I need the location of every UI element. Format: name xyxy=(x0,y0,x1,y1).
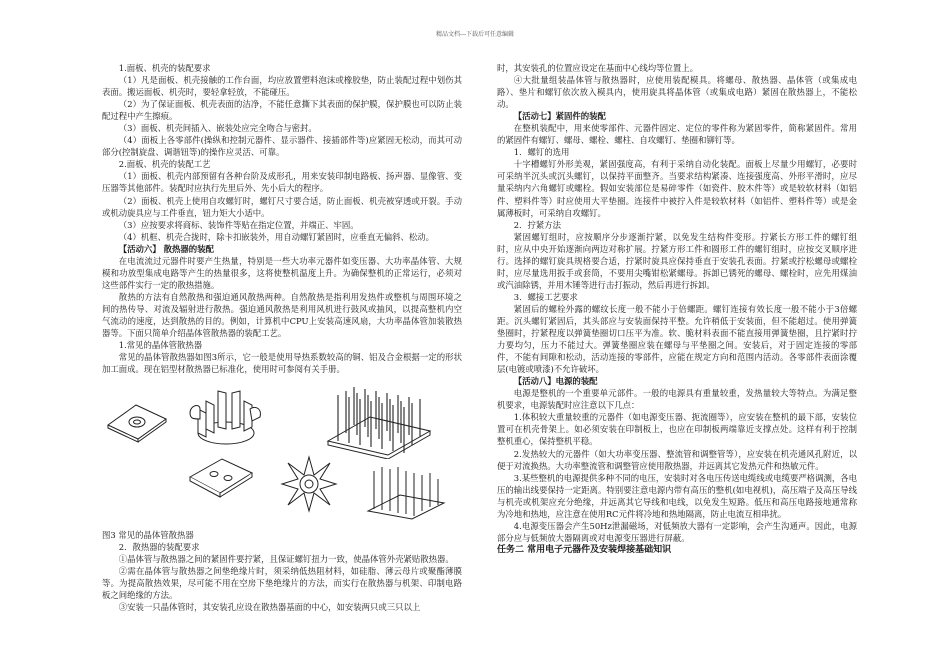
left-text-block xyxy=(102,62,462,375)
paragraph: 1.常见的晶体管散热器 xyxy=(118,340,203,351)
paragraph: 在电流流过元器件时要产生热量，特别是一些大功率元器件如变压器、大功率晶体管、大规模和功放型集成电路等产生的热量很多，这将使整机温度上升。为确保整机的正常运行，必须对这些部件实行一定的散热措施。 xyxy=(102,255,462,290)
paragraph: 十字槽螺钉外形美观，紧固强度高，有利于采纳自动化装配。面板上尽量少用螺钉，必要时可采纳半沉头或沉头螺钉，以保持平面整齐。当要求结构紧凑、连接强度高、外形平滑时，应尽量采纳内六角螺钉或螺栓。假如安装部位是易碎零件（如瓷件、胶木件等）或是较软材料（如铝件、塑料件等）时应使用大平垫圈。连接件中被拧入件是较软材料（如铝件、塑料件等）或是金属薄板时，可采纳自攻螺钉。 xyxy=(497,159,857,218)
paragraph: 3．螺接工艺要求 xyxy=(513,291,578,302)
paragraph: 3.某些整机的电源提供多种不同的电压，安装时对各电压传送电缆线或电缆要严格调测，各电压的输出线要保持一定距离。特别要注意电源内带有高压的整机(如电视机)，高压端子及高压导线与机壳或机架应充分绝缘，并远离其它导线和电线，以免发生短路。低压和高压电路接地通常称为冷地和热地，应注意在使用RC元件将冷地和热地隔离，防止电流互相串扰。 xyxy=(497,472,857,519)
paragraph: 4.电源变压器会产生50Hz泄漏磁场，对低频放大器有一定影响，会产生沟通声。因此，电源部分应与低频放大器隔离或对电源变压器进行屏蔽。 xyxy=(497,520,857,543)
paragraph: 散热的方法有自然散热和强迫通风散热两种。自然散热是指利用发热件或整机与周围环境之间的热传导、对流及辐射进行散热。强迫通风散热是利用风机进行鼓风或抽风，以提高整机内空气流动的速度，达到散热的目的。例如，计算机中CPU上安装高速风扇，大功率晶体管加装散热器等。下面只简单介绍晶体管散热器的装配工艺。 xyxy=(102,291,462,339)
section-heading: 【活动八】电源的装配 xyxy=(513,376,598,387)
task-heading: 任务二 常用电子元器件及安装焊接基础知识 xyxy=(497,544,672,555)
paragraph: 2．拧紧方法 xyxy=(513,219,561,230)
page-header: 精品文档---下载后可任意编辑 xyxy=(435,31,515,38)
paragraph: ①晶体管与散热器之间的紧固件要拧紧，且保证螺钉扭力一致，使晶体管外壳紧贴散热器。 xyxy=(118,554,454,565)
paragraph: （3）应按要求将商标、装饰件等贴在指定位置，并端正、牢固。 xyxy=(118,219,359,230)
figure-caption: 图3 常见的晶体管散热器 xyxy=(102,530,194,541)
paragraph: 在整机装配中，用来使零部件、元器件固定、定位的零件称为紧固零件，简称紧固件。常用的紧固件有螺钉、螺母、螺栓、螺柱、自攻螺钉、垫圈和铆钉等。 xyxy=(497,123,857,146)
right-text-block xyxy=(497,62,857,544)
paragraph: ②需在晶体管与散热器之间垫绝缘片时，须采纳低热阻材料，如硅脂、薄云母片或聚酯薄膜等。为提高散热效果，尽可能不用在空房下垫绝缘片的方法，而实行在散热器与机架、印制电路板之间绝缘的方法。 xyxy=(102,566,462,601)
paragraph: 1.面板、机壳的装配要求 xyxy=(118,63,211,73)
left-column xyxy=(102,62,462,614)
heatsink-pin-array-icon xyxy=(324,381,434,459)
paragraph: （2）面板、机壳上使用自攻螺钉时，螺钉尺寸要合适，防止面板、机壳被穿透或开裂。手动或机动旋具应与工件垂直，钮力矩大小适中。 xyxy=(102,195,462,218)
paragraph: 2.面板、机壳的装配工艺 xyxy=(118,159,211,170)
paragraph: 紧固螺钉组时，应按顺序分步逐渐拧紧，以免发生结构件变形。拧紧长方形工件的螺钉组时，应从中央开始逐渐向两边对称扩展。拧紧方形工件和圆形工件的螺钉组时，应按交叉顺序进行。选择的螺钉旋具规格要合适，拧紧时旋具应保持垂直于安装孔表面。拧紧或拧松螺母或螺栓时，应尽量选用扳手或套筒，不要用尖嘴钳松紧螺母。拆卸已锈死的螺母、螺栓时，应先用煤油或汽油除锈，并用木锤等进行击打振动，然后再进行拆卸。 xyxy=(497,231,857,290)
paragraph: ④大批量组装晶体管与散热器时，应使用装配模具。将螺母、散热器、晶体管（或集成电路）、垫片和螺钉依次放入模具内，使用旋具将晶体管（或集成电路）紧固在散热器上，不能松动。 xyxy=(497,75,857,110)
left-text-block-2 xyxy=(102,541,462,613)
heatsink-finned-cylinder-icon xyxy=(186,379,264,449)
section-heading: 【活动六】 散热器的装配 xyxy=(118,243,214,254)
heatsink-tower-icon xyxy=(364,461,448,523)
paragraph: （4）机框、机壳合拢时，除卡扣嵌装外，用自动螺钉紧固时，应垂直无偏斜、松动。 xyxy=(118,231,434,242)
paragraph: （2）为了保证面板、机壳表面的洁净，不能任意撕下其表面的保护膜，保护膜也可以防止装配过程中产生擦痕。 xyxy=(102,99,462,122)
paragraph: （3）面板、机壳间插入、嵌装处应完全吻合与密封。 xyxy=(118,123,317,134)
paragraph: （1）凡是面板、机壳接触的工作台面，均应放置塑料泡沫或橡胶垫，防止装配过程中划伤其表面。搬运面板、机壳时，要轻拿轻放，不能碰压。 xyxy=(102,75,462,98)
heatsink-plate-icon xyxy=(106,399,168,443)
paragraph: 紧固后的螺栓外露的螺纹长度一般不能小于倍螺距。螺钉连接有效长度一般不能小于3倍螺距。沉头螺钉紧固后，其头部应与安装面保持平整。允许稍低于安装面，但不能超过。使用弹簧垫圈时，拧紧程度以弹簧垫圈切口压平为准。软、脆材料表面不能直接用弹簧垫圈，且拧紧时拧力要均匀，压力不能过大。弹簧垫圈应装在螺母与平垫圈之间。安装后，对于固定连接的零部件，不能有间隙和松动，活动连接的零部件，应能在规定方向和范围内活动。各零部件表面涂覆层(电镀或喷漆)不允许破坏。 xyxy=(497,303,857,375)
paragraph: 1．螺钉的选用 xyxy=(513,147,570,158)
paragraph: 时，其安装孔的位置应设定在基面中心线均等位置上。 xyxy=(497,63,698,73)
paragraph: ③安装一只晶体管时，其安装孔应设在散热器基面的中心，如安装两只或三只以上 xyxy=(118,602,421,613)
section-heading: 【活动七】紧固件的装配 xyxy=(513,111,606,122)
paragraph: （1）面板、机壳内部预留有各种台阶及成形孔，用来安装印制电路板、扬声器、显像管、变压器等其他部件。装配时应执行先里后外、先小后大的程序。 xyxy=(102,171,462,194)
paragraph: 2.发热较大的元器件（如大功率变压器、整流管和调整管等），应安装在机壳通风孔附近，以便于对流换热。大功率整流管和调整管应使用散热器，并远离其它发热元件和热敏元件。 xyxy=(497,448,857,471)
heatsink-star-icon xyxy=(278,453,340,515)
paragraph: 1.体积较大重量较重的元器件（如电源变压器、扼流圈等），应安装在整机的最下部，安装位置可在机壳骨架上。如必须安装在印制板上，也应在印制板两端靠近支撑点处。这样有利于控制整机重心，保持整机平稳。 xyxy=(497,412,857,447)
heatsink-figure xyxy=(102,377,462,527)
paragraph: 常见的晶体管散热器如图3所示，它一般是使用导热系数较高的铜、铝及合金根据一定的形状加工面成。现在铝型材散热器已标准化，使用时可参阅有关手册。 xyxy=(102,352,462,375)
right-column xyxy=(497,62,857,557)
heatsink-plate-small-icon xyxy=(186,455,256,499)
paragraph: （4）面板上各零部件(操纵和控制元器件、显示器件、接插部件等)应紧固无松动，而其可动部分(控制旋盘、调谐钮等)的操作应灵活、可靠。 xyxy=(102,135,462,158)
paragraph: 2．散热器的装配要求 xyxy=(118,542,200,553)
paragraph: 电源是整机的一个重要单元部件。一般的电源具有重量较重，发热量较大等特点。为满足整机要求，电源装配时应注意以下几点： xyxy=(497,388,857,411)
